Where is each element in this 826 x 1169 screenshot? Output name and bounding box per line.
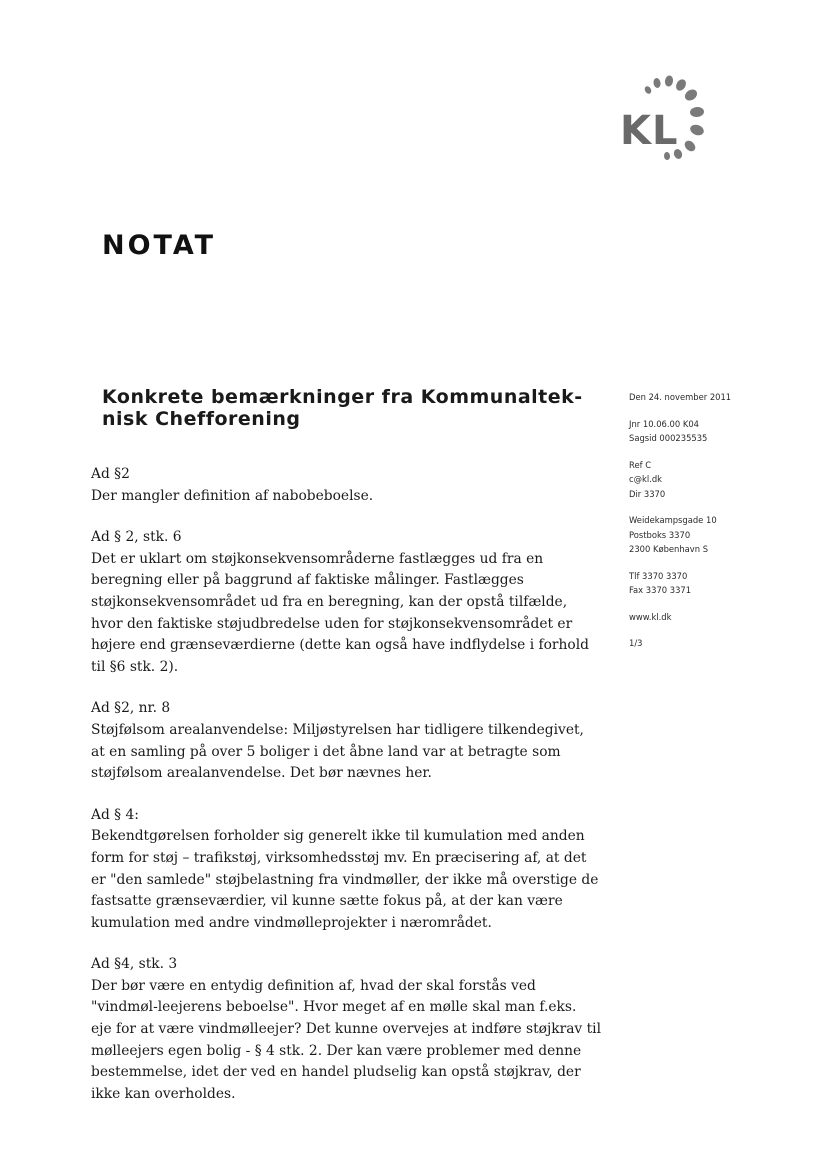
date: Den 24. november 2011 xyxy=(629,392,732,402)
website-link[interactable]: www.kl.dk xyxy=(629,611,672,622)
section-heading: Ad §4, stk. 3 xyxy=(91,956,178,973)
logo-text: KL xyxy=(620,108,679,154)
page-number: 1/3 xyxy=(629,638,643,648)
section-text: Bekendtgørelsen forholder sig generelt ikke til kumulation med anden form for støj – trafikstøj, virksomhedsstøj mv. En præcisering af, at det er "den samlede" støjbelastning fra vindmøller, der ikke må overstige de fastsatte grænseværdier, vil kunne sætte fokus på, at der kan være kumulation med andre vindmølleprojekter i nærområdet. xyxy=(91,828,599,931)
section-heading: Ad §2 xyxy=(91,466,130,482)
section-text: Der mangler definition af nabobeboelse. xyxy=(91,487,374,504)
sidebar-metadata xyxy=(629,390,799,651)
document-body xyxy=(91,464,601,1125)
section xyxy=(91,805,601,935)
section-heading: Ad §2, nr. 8 xyxy=(91,700,171,717)
section-heading: Ad § 4: xyxy=(91,806,139,823)
section xyxy=(91,527,601,678)
section-text: Der bør være en entydig definition af, hvad der skal forstås ved "vindmøl-leejerens beboelse". Hvor meget af en mølle skal man f.eks. eje for at være vindmølleejer? Det kunne overvejes at indføre støjkrav til mølleejers egen bolig - § 4 stk. 2. Der kan være problemer med denne bestemmelse, idet der ved en handel pludselig kan opstå støjkrav, der ikke kan overholdes. xyxy=(91,977,601,1102)
phone: Tlf 3370 3370 xyxy=(629,570,688,581)
document-title: Konkrete bemærkninger fra Kommunaltek-nisk Chefforening xyxy=(102,386,583,430)
fax: Fax 3370 3371 xyxy=(629,585,692,595)
street-address: Weidekampsgade 10 xyxy=(629,515,717,525)
direct-phone: Dir 3370 xyxy=(629,488,666,499)
journal-number: Jnr 10.06.00 K04 xyxy=(629,418,699,429)
section-text: Det er uklart om støjkonsekvensområderne fastlægges ud fra en beregning eller på baggrund af faktiske målinger. Fastlægges støjkonsekvensområdet ud fra en beregning, kan der opstå tilfælde, hvor den faktiske støjudbredelse uden for støjkonsekvensområdet er højere end grænseværdierne (dette kan også have indflydelse i forhold til §6 stk. 2). xyxy=(91,550,589,675)
kl-logo xyxy=(612,68,722,168)
section-text: Støjfølsom arealanvendelse: Miljøstyrelsen har tidligere tilkendegivet, at en samling på over 5 boliger i det åbne land var at betragte som støjfølsom arealanvendelse. Det bør nævnes her. xyxy=(91,721,584,782)
section-heading: Ad § 2, stk. 6 xyxy=(91,529,182,546)
city: 2300 København S xyxy=(629,544,709,554)
reference: Ref C xyxy=(629,459,652,470)
section xyxy=(91,954,601,1105)
section xyxy=(91,698,601,784)
document-type-heading: NOTAT xyxy=(102,230,217,261)
email[interactable]: c@kl.dk xyxy=(629,474,662,484)
po-box: Postboks 3370 xyxy=(629,529,691,540)
case-id: Sagsid 000235535 xyxy=(629,433,708,443)
section xyxy=(91,464,601,507)
